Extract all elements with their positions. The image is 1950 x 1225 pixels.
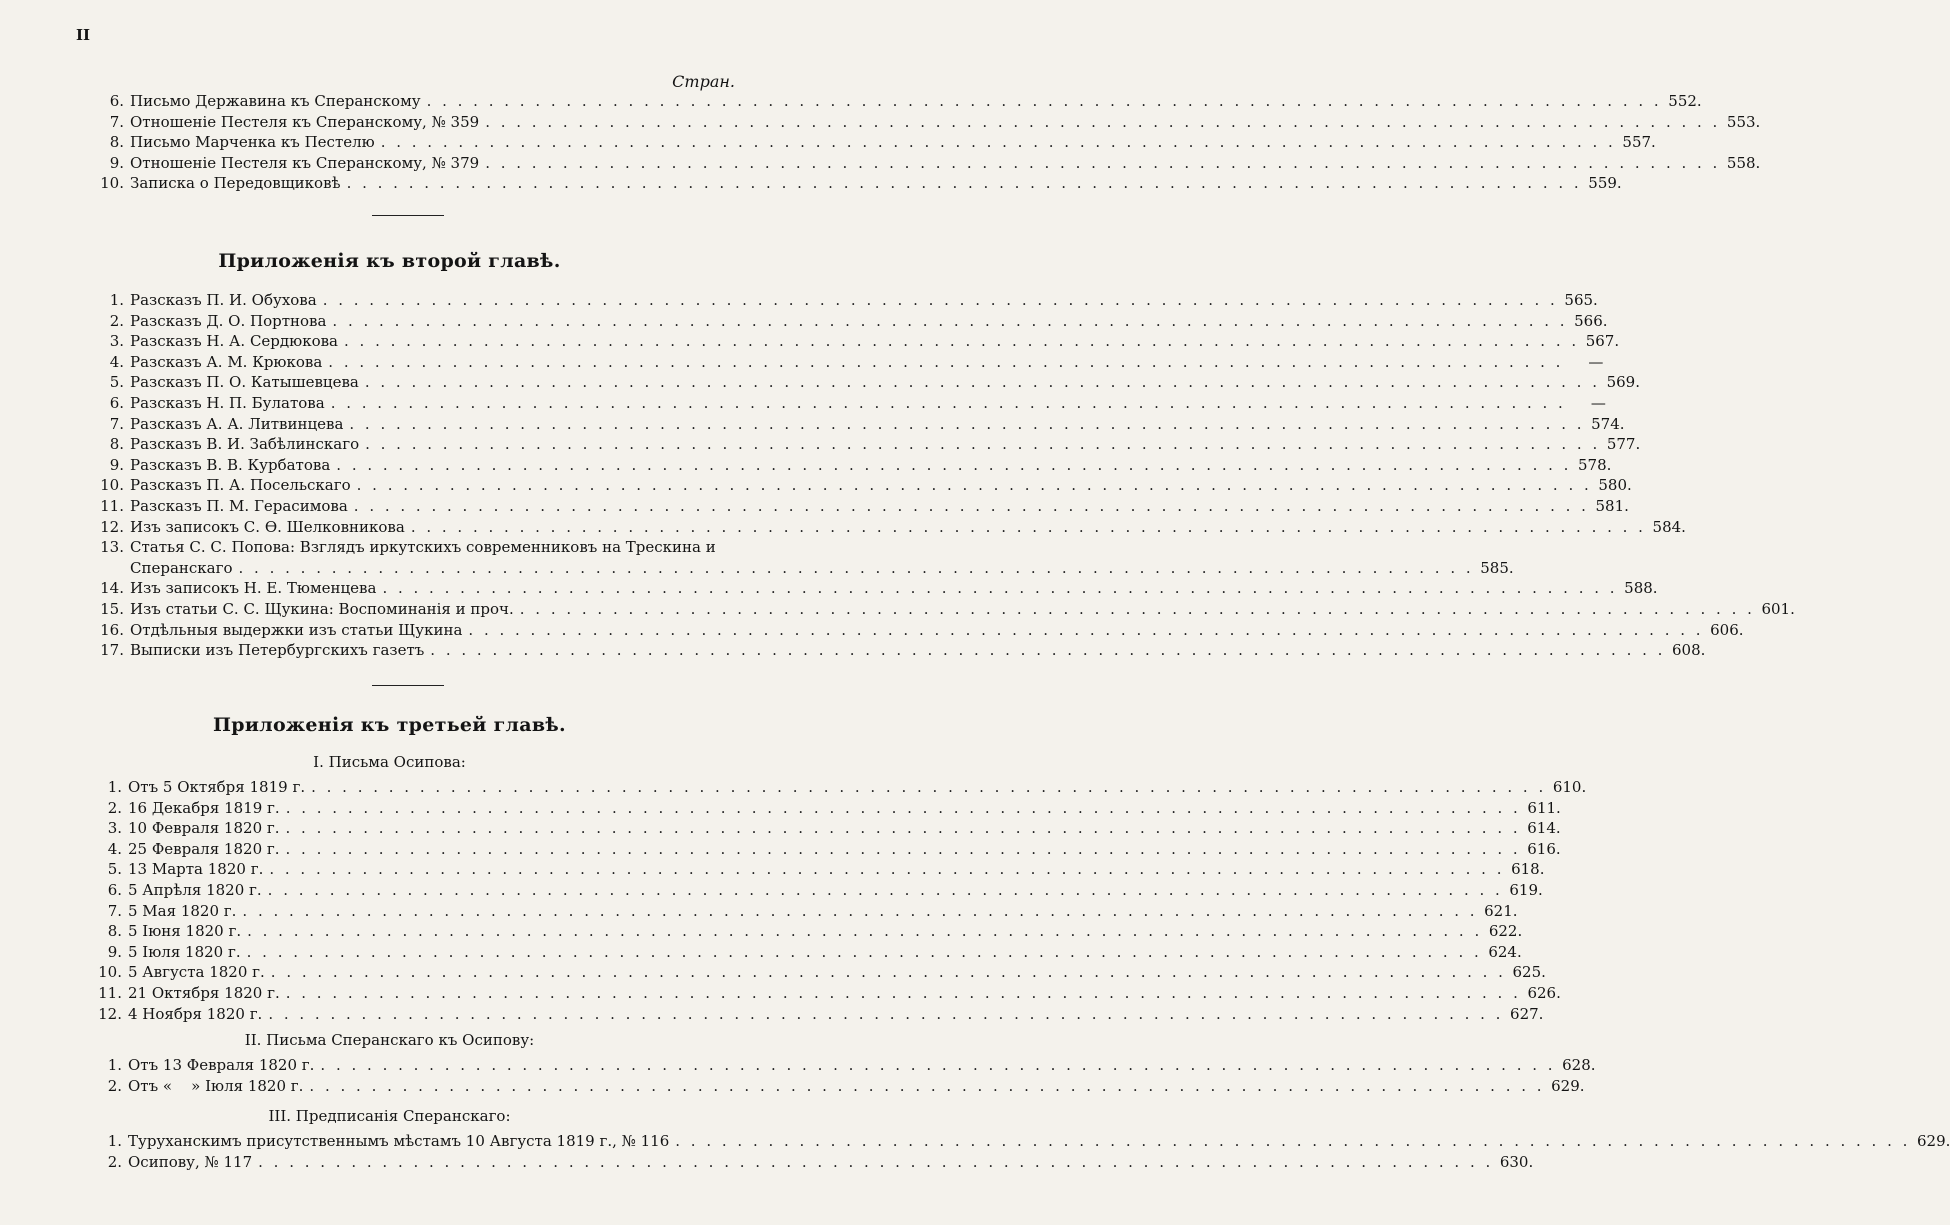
toc-list-osipov-letters bbox=[98, 777, 1587, 1024]
leader-dots: . . . . . . . . . . . . . . . . . . . . . . . . . . . . . . . . . . . . . . . . . . . . . . . . . . . . . . . . . . . . . . . . . . . . . . . . . . . . . . . . bbox=[336, 455, 1572, 474]
section-divider bbox=[372, 685, 444, 686]
toc-entry: 11. 21 Октября 1820 г. . . . . . . . . . . . . . . . . . . . . . . . . . . . . . . . . . . . . . . . . . . . . . . . . . . . . . . . . . . . . . . . . . . . . . . . . . . . . . . . . 626. bbox=[98, 983, 1561, 1002]
toc-entry: 9. 5 Іюля 1820 г. . . . . . . . . . . . . . . . . . . . . . . . . . . . . . . . . . . . . . . . . . . . . . . . . . . . . . . . . . . . . . . . . . . . . . . . . . . . . . . . . 624. bbox=[107, 942, 1522, 961]
toc-entry: 7. 5 Мая 1820 г. . . . . . . . . . . . . . . . . . . . . . . . . . . . . . . . . . . . . . . . . . . . . . . . . . . . . . . . . . . . . . . . . . . . . . . . . . . . . . . . . 621. bbox=[107, 901, 1518, 920]
toc-entry: 4. 25 Февраля 1820 г. . . . . . . . . . . . . . . . . . . . . . . . . . . . . . . . . . . . . . . . . . . . . . . . . . . . . . . . . . . . . . . . . . . . . . . . . . . . . . . . . 616. bbox=[107, 839, 1561, 858]
toc-entry: 9. Отношеніе Пестеля къ Сперанскому, № 379 . . . . . . . . . . . . . . . . . . . . . . . . . . . . . . . . . . . . . . . . . . . . . . . . . . . . . . . . . . . . . . . . . . . . . . . . . . . . . . . . 558. bbox=[109, 153, 1761, 172]
toc-entry: 8. Письмо Марченка къ Пестелю . . . . . . . . . . . . . . . . . . . . . . . . . . . . . . . . . . . . . . . . . . . . . . . . . . . . . . . . . . . . . . . . . . . . . . . . . . . . . . . . 557. bbox=[109, 133, 1656, 152]
leader-dots: . . . . . . . . . . . . . . . . . . . . . . . . . . . . . . . . . . . . . . . . . . . . . . . . . . . . . . . . . . . . . . . . . . . . . . . . . . . . . . . . bbox=[519, 599, 1755, 618]
toc-list-speransky-letters bbox=[98, 1055, 1596, 1096]
leader-dots: . . . . . . . . . . . . . . . . . . . . . . . . . . . . . . . . . . . . . . . . . . . . . . . . . . . . . . . . . . . . . . . . . . . . . . . . . . . . . . . . bbox=[485, 153, 1721, 172]
leader-dots: . . . . . . . . . . . . . . . . . . . . . . . . . . . . . . . . . . . . . . . . . . . . . . . . . . . . . . . . . . . . . . . . . . . . . . . . . . . . . . . . bbox=[269, 860, 1505, 879]
toc-entry: 14. Изъ записокъ Н. Е. Тюменцева . . . . . . . . . . . . . . . . . . . . . . . . . . . . . . . . . . . . . . . . . . . . . . . . . . . . . . . . . . . . . . . . . . . . . . . . . . . . . . . . 588. bbox=[100, 579, 1658, 598]
toc-entry: 2. 16 Декабря 1819 г. . . . . . . . . . . . . . . . . . . . . . . . . . . . . . . . . . . . . . . . . . . . . . . . . . . . . . . . . . . . . . . . . . . . . . . . . . . . . . . . . 611. bbox=[107, 798, 1561, 817]
leader-dots: . . . . . . . . . . . . . . . . . . . . . . . . . . . . . . . . . . . . . . . . . . . . . . . . . . . . . . . . . . . . . . . . . . . . . . . . . . . . . . . . bbox=[430, 641, 1666, 660]
leader-dots: . . . . . . . . . . . . . . . . . . . . . . . . . . . . . . . . . . . . . . . . . . . . . . . . . . . . . . . . . . . . . . . . . . . . . . . . . . . . . . . . bbox=[349, 414, 1585, 433]
toc-entry: 10. 5 Августа 1820 г. . . . . . . . . . . . . . . . . . . . . . . . . . . . . . . . . . . . . . . . . . . . . . . . . . . . . . . . . . . . . . . . . . . . . . . . . . . . . . . . . 625. bbox=[98, 963, 1546, 982]
toc-entry: 6. Разсказъ Н. П. Булатова . . . . . . . . . . . . . . . . . . . . . . . . . . . . . . . . . . . . . . . . . . . . . . . . . . . . . . . . . . . . . . . . . . . . . . . . . . . . . . . . — bbox=[109, 393, 1606, 412]
toc-entry: 8. Разсказъ В. И. Забѣлинскаго . . . . . . . . . . . . . . . . . . . . . . . . . . . . . . . . . . . . . . . . . . . . . . . . . . . . . . . . . . . . . . . . . . . . . . . . . . . . . . . . 577. bbox=[109, 435, 1641, 454]
toc-entry-multiline: 13. Статья С. С. Попова: Взглядъ иркутскихъ современниковъ на Трескина и bbox=[100, 538, 716, 557]
leader-dots: . . . . . . . . . . . . . . . . . . . . . . . . . . . . . . . . . . . . . . . . . . . . . . . . . . . . . . . . . . . . . . . . . . . . . . . . . . . . . . . . bbox=[426, 92, 1662, 110]
leader-dots: . . . . . . . . . . . . . . . . . . . . . . . . . . . . . . . . . . . . . . . . . . . . . . . . . . . . . . . . . . . . . . . . . . . . . . . . . . . . . . . . bbox=[238, 558, 1474, 577]
leader-dots: . . . . . . . . . . . . . . . . . . . . . . . . . . . . . . . . . . . . . . . . . . . . . . . . . . . . . . . . . . . . . . . . . . . . . . . . . . . . . . . . bbox=[242, 901, 1478, 920]
toc-list-continued bbox=[100, 91, 1761, 194]
leader-dots: . . . . . . . . . . . . . . . . . . . . . . . . . . . . . . . . . . . . . . . . . . . . . . . . . . . . . . . . . . . . . . . . . . . . . . . . . . . . . . . . bbox=[410, 517, 1646, 536]
toc-entry: 1. Туруханскимъ присутственнымъ мѣстамъ 10 Августа 1819 г., № 116 . . . . . . . . . . . . . . . . . . . . . . . . . . . . . . . . . . . . . . . . . . . . . . . . . . . . . . . . . . . . . . . . . . . . . . . . . . . . . . . . 629. bbox=[107, 1132, 1950, 1150]
toc-list-chapter-2 bbox=[100, 290, 1795, 661]
section-heading-chapter-2: Приложенія къ второй главѣ. bbox=[218, 250, 561, 272]
leader-dots: . . . . . . . . . . . . . . . . . . . . . . . . . . . . . . . . . . . . . . . . . . . . . . . . . . . . . . . . . . . . . . . . . . . . . . . . . . . . . . . . bbox=[311, 778, 1547, 796]
leader-dots: . . . . . . . . . . . . . . . . . . . . . . . . . . . . . . . . . . . . . . . . . . . . . . . . . . . . . . . . . . . . . . . . . . . . . . . . . . . . . . . . bbox=[246, 942, 1482, 961]
toc-entry: 2. Разсказъ Д. О. Портнова . . . . . . . . . . . . . . . . . . . . . . . . . . . . . . . . . . . . . . . . . . . . . . . . . . . . . . . . . . . . . . . . . . . . . . . . . . . . . . . . 566. bbox=[109, 311, 1608, 330]
leader-dots: . . . . . . . . . . . . . . . . . . . . . . . . . . . . . . . . . . . . . . . . . . . . . . . . . . . . . . . . . . . . . . . . . . . . . . . . . . . . . . . . bbox=[322, 291, 1558, 309]
toc-entry: 3. 10 Февраля 1820 г. . . . . . . . . . . . . . . . . . . . . . . . . . . . . . . . . . . . . . . . . . . . . . . . . . . . . . . . . . . . . . . . . . . . . . . . . . . . . . . . . 614. bbox=[107, 819, 1561, 838]
leader-dots: . . . . . . . . . . . . . . . . . . . . . . . . . . . . . . . . . . . . . . . . . . . . . . . . . . . . . . . . . . . . . . . . . . . . . . . . . . . . . . . . bbox=[247, 922, 1483, 941]
leader-dots: . . . . . . . . . . . . . . . . . . . . . . . . . . . . . . . . . . . . . . . . . . . . . . . . . . . . . . . . . . . . . . . . . . . . . . . . . . . . . . . . bbox=[285, 798, 1521, 817]
leader-dots: . . . . . . . . . . . . . . . . . . . . . . . . . . . . . . . . . . . . . . . . . . . . . . . . . . . . . . . . . . . . . . . . . . . . . . . . . . . . . . . . bbox=[320, 1056, 1556, 1074]
leader-dots: . . . . . . . . . . . . . . . . . . . . . . . . . . . . . . . . . . . . . . . . . . . . . . . . . . . . . . . . . . . . . . . . . . . . . . . . . . . . . . . . bbox=[267, 880, 1503, 899]
leader-dots: . . . . . . . . . . . . . . . . . . . . . . . . . . . . . . . . . . . . . . . . . . . . . . . . . . . . . . . . . . . . . . . . . . . . . . . . . . . . . . . . bbox=[330, 393, 1566, 412]
leader-dots: . . . . . . . . . . . . . . . . . . . . . . . . . . . . . . . . . . . . . . . . . . . . . . . . . . . . . . . . . . . . . . . . . . . . . . . . . . . . . . . . bbox=[380, 133, 1616, 152]
leader-dots: . . . . . . . . . . . . . . . . . . . . . . . . . . . . . . . . . . . . . . . . . . . . . . . . . . . . . . . . . . . . . . . . . . . . . . . . . . . . . . . . bbox=[382, 579, 1618, 598]
leader-dots: . . . . . . . . . . . . . . . . . . . . . . . . . . . . . . . . . . . . . . . . . . . . . . . . . . . . . . . . . . . . . . . . . . . . . . . . . . . . . . . . bbox=[285, 983, 1521, 1002]
leader-dots: . . . . . . . . . . . . . . . . . . . . . . . . . . . . . . . . . . . . . . . . . . . . . . . . . . . . . . . . . . . . . . . . . . . . . . . . . . . . . . . . bbox=[285, 839, 1521, 858]
toc-entry: 9. Разсказъ В. В. Курбатова . . . . . . . . . . . . . . . . . . . . . . . . . . . . . . . . . . . . . . . . . . . . . . . . . . . . . . . . . . . . . . . . . . . . . . . . . . . . . . . . 578. bbox=[109, 455, 1612, 474]
subsection-heading-speransky-letters: II. Письма Сперанскаго къ Осипову: bbox=[244, 1031, 535, 1049]
leader-dots: . . . . . . . . . . . . . . . . . . . . . . . . . . . . . . . . . . . . . . . . . . . . . . . . . . . . . . . . . . . . . . . . . . . . . . . . . . . . . . . . bbox=[309, 1076, 1545, 1095]
toc-entry: 16. Отдѣльныя выдержки изъ статьи Щукина . . . . . . . . . . . . . . . . . . . . . . . . . . . . . . . . . . . . . . . . . . . . . . . . . . . . . . . . . . . . . . . . . . . . . . . . . . . . . . . . 606. bbox=[100, 620, 1744, 639]
toc-entry: 17. Выписки изъ Петербургскихъ газетъ . . . . . . . . . . . . . . . . . . . . . . . . . . . . . . . . . . . . . . . . . . . . . . . . . . . . . . . . . . . . . . . . . . . . . . . . . . . . . . . . 608. bbox=[100, 641, 1706, 660]
leader-dots: . . . . . . . . . . . . . . . . . . . . . . . . . . . . . . . . . . . . . . . . . . . . . . . . . . . . . . . . . . . . . . . . . . . . . . . . . . . . . . . . bbox=[675, 1132, 1911, 1150]
section-divider bbox=[372, 215, 444, 216]
toc-entry: 1. Отъ 5 Октября 1819 г. . . . . . . . . . . . . . . . . . . . . . . . . . . . . . . . . . . . . . . . . . . . . . . . . . . . . . . . . . . . . . . . . . . . . . . . . . . . . . . . . 610. bbox=[107, 778, 1587, 796]
toc-entry: 6. Письмо Державина къ Сперанскому . . . . . . . . . . . . . . . . . . . . . . . . . . . . . . . . . . . . . . . . . . . . . . . . . . . . . . . . . . . . . . . . . . . . . . . . . . . . . . . . 552. bbox=[109, 92, 1702, 110]
toc-entry: 11. Разсказъ П. М. Герасимова . . . . . . . . . . . . . . . . . . . . . . . . . . . . . . . . . . . . . . . . . . . . . . . . . . . . . . . . . . . . . . . . . . . . . . . . . . . . . . . . 581. bbox=[100, 496, 1629, 515]
toc-entry: 15. Изъ статьи С. С. Щукина: Воспоминанія и проч. . . . . . . . . . . . . . . . . . . . . . . . . . . . . . . . . . . . . . . . . . . . . . . . . . . . . . . . . . . . . . . . . . . . . . . . . . . . . . . . . 601. bbox=[100, 599, 1795, 618]
toc-entry: 12. 4 Ноября 1820 г. . . . . . . . . . . . . . . . . . . . . . . . . . . . . . . . . . . . . . . . . . . . . . . . . . . . . . . . . . . . . . . . . . . . . . . . . . . . . . . . . 627. bbox=[98, 1004, 1544, 1023]
toc-entry: 10. Разсказъ П. А. Посельскаго . . . . . . . . . . . . . . . . . . . . . . . . . . . . . . . . . . . . . . . . . . . . . . . . . . . . . . . . . . . . . . . . . . . . . . . . . . . . . . . . 580. bbox=[100, 476, 1632, 495]
toc-list-speransky-orders bbox=[98, 1131, 1950, 1172]
toc-entry: 5. 13 Марта 1820 г. . . . . . . . . . . . . . . . . . . . . . . . . . . . . . . . . . . . . . . . . . . . . . . . . . . . . . . . . . . . . . . . . . . . . . . . . . . . . . . . . 618. bbox=[107, 860, 1545, 879]
toc-entry: 4. Разсказъ А. М. Крюкова . . . . . . . . . . . . . . . . . . . . . . . . . . . . . . . . . . . . . . . . . . . . . . . . . . . . . . . . . . . . . . . . . . . . . . . . . . . . . . . . — bbox=[109, 352, 1604, 371]
leader-dots: . . . . . . . . . . . . . . . . . . . . . . . . . . . . . . . . . . . . . . . . . . . . . . . . . . . . . . . . . . . . . . . . . . . . . . . . . . . . . . . . bbox=[353, 496, 1589, 515]
leader-dots: . . . . . . . . . . . . . . . . . . . . . . . . . . . . . . . . . . . . . . . . . . . . . . . . . . . . . . . . . . . . . . . . . . . . . . . . . . . . . . . . bbox=[344, 332, 1580, 351]
leader-dots: . . . . . . . . . . . . . . . . . . . . . . . . . . . . . . . . . . . . . . . . . . . . . . . . . . . . . . . . . . . . . . . . . . . . . . . . . . . . . . . . bbox=[346, 174, 1582, 193]
subsection-heading-speransky-orders: III. Предписанія Сперанскаго: bbox=[268, 1107, 511, 1125]
leader-dots: . . . . . . . . . . . . . . . . . . . . . . . . . . . . . . . . . . . . . . . . . . . . . . . . . . . . . . . . . . . . . . . . . . . . . . . . . . . . . . . . bbox=[468, 620, 1704, 639]
toc-entry: 2. Отъ « » Іюля 1820 г. . . . . . . . . . . . . . . . . . . . . . . . . . . . . . . . . . . . . . . . . . . . . . . . . . . . . . . . . . . . . . . . . . . . . . . . . . . . . . . . . 629. bbox=[107, 1076, 1585, 1095]
leader-dots: . . . . . . . . . . . . . . . . . . . . . . . . . . . . . . . . . . . . . . . . . . . . . . . . . . . . . . . . . . . . . . . . . . . . . . . . . . . . . . . . bbox=[258, 1152, 1494, 1171]
leader-dots: . . . . . . . . . . . . . . . . . . . . . . . . . . . . . . . . . . . . . . . . . . . . . . . . . . . . . . . . . . . . . . . . . . . . . . . . . . . . . . . . bbox=[364, 373, 1600, 392]
subsection-heading-osipov-letters: I. Письма Осипова: bbox=[313, 753, 466, 771]
toc-entry: 12. Изъ записокъ С. Ө. Шелковникова . . . . . . . . . . . . . . . . . . . . . . . . . . . . . . . . . . . . . . . . . . . . . . . . . . . . . . . . . . . . . . . . . . . . . . . . . . . . . . . . 584. bbox=[100, 517, 1686, 536]
toc-entry: 7. Разсказъ А. А. Литвинцева . . . . . . . . . . . . . . . . . . . . . . . . . . . . . . . . . . . . . . . . . . . . . . . . . . . . . . . . . . . . . . . . . . . . . . . . . . . . . . . . 574. bbox=[109, 414, 1625, 433]
section-heading-chapter-3: Приложенія къ третьей главѣ. bbox=[213, 714, 566, 736]
toc-entry: 3. Разсказъ Н. А. Сердюкова . . . . . . . . . . . . . . . . . . . . . . . . . . . . . . . . . . . . . . . . . . . . . . . . . . . . . . . . . . . . . . . . . . . . . . . . . . . . . . . . 567. bbox=[109, 332, 1620, 351]
toc-entry: 10. Записка о Передовщиковѣ . . . . . . . . . . . . . . . . . . . . . . . . . . . . . . . . . . . . . . . . . . . . . . . . . . . . . . . . . . . . . . . . . . . . . . . . . . . . . . . . 559. bbox=[100, 174, 1622, 193]
toc-entry: 5. Разсказъ П. О. Катышевцева . . . . . . . . . . . . . . . . . . . . . . . . . . . . . . . . . . . . . . . . . . . . . . . . . . . . . . . . . . . . . . . . . . . . . . . . . . . . . . . . 569. bbox=[109, 373, 1640, 392]
leader-dots: . . . . . . . . . . . . . . . . . . . . . . . . . . . . . . . . . . . . . . . . . . . . . . . . . . . . . . . . . . . . . . . . . . . . . . . . . . . . . . . . bbox=[365, 435, 1601, 454]
leader-dots: . . . . . . . . . . . . . . . . . . . . . . . . . . . . . . . . . . . . . . . . . . . . . . . . . . . . . . . . . . . . . . . . . . . . . . . . . . . . . . . . bbox=[270, 963, 1506, 982]
toc-entry-continuation: Сперанскаго . . . . . . . . . . . . . . . . . . . . . . . . . . . . . . . . . . . . . . . . . . . . . . . . . . . . . . . . . . . . . . . . . . . . . . . . . . . . . . . . 585. bbox=[130, 558, 1514, 577]
leader-dots: . . . . . . . . . . . . . . . . . . . . . . . . . . . . . . . . . . . . . . . . . . . . . . . . . . . . . . . . . . . . . . . . . . . . . . . . . . . . . . . . bbox=[332, 311, 1568, 330]
leader-dots: . . . . . . . . . . . . . . . . . . . . . . . . . . . . . . . . . . . . . . . . . . . . . . . . . . . . . . . . . . . . . . . . . . . . . . . . . . . . . . . . bbox=[285, 819, 1521, 838]
leader-dots: . . . . . . . . . . . . . . . . . . . . . . . . . . . . . . . . . . . . . . . . . . . . . . . . . . . . . . . . . . . . . . . . . . . . . . . . . . . . . . . . bbox=[328, 352, 1564, 371]
leader-dots: . . . . . . . . . . . . . . . . . . . . . . . . . . . . . . . . . . . . . . . . . . . . . . . . . . . . . . . . . . . . . . . . . . . . . . . . . . . . . . . . bbox=[356, 476, 1592, 495]
leader-dots: . . . . . . . . . . . . . . . . . . . . . . . . . . . . . . . . . . . . . . . . . . . . . . . . . . . . . . . . . . . . . . . . . . . . . . . . . . . . . . . . bbox=[268, 1004, 1504, 1023]
toc-entry: 8. 5 Іюня 1820 г. . . . . . . . . . . . . . . . . . . . . . . . . . . . . . . . . . . . . . . . . . . . . . . . . . . . . . . . . . . . . . . . . . . . . . . . . . . . . . . . . 622. bbox=[107, 922, 1523, 941]
leader-dots: . . . . . . . . . . . . . . . . . . . . . . . . . . . . . . . . . . . . . . . . . . . . . . . . . . . . . . . . . . . . . . . . . . . . . . . . . . . . . . . . bbox=[485, 112, 1721, 131]
toc-entry: 1. Разсказъ П. И. Обухова . . . . . . . . . . . . . . . . . . . . . . . . . . . . . . . . . . . . . . . . . . . . . . . . . . . . . . . . . . . . . . . . . . . . . . . . . . . . . . . . 565. bbox=[109, 291, 1598, 309]
toc-entry: 1. Отъ 13 Февраля 1820 г. . . . . . . . . . . . . . . . . . . . . . . . . . . . . . . . . . . . . . . . . . . . . . . . . . . . . . . . . . . . . . . . . . . . . . . . . . . . . . . . . 628. bbox=[107, 1056, 1596, 1074]
toc-entry: 6. 5 Апрѣля 1820 г. . . . . . . . . . . . . . . . . . . . . . . . . . . . . . . . . . . . . . . . . . . . . . . . . . . . . . . . . . . . . . . . . . . . . . . . . . . . . . . . . 619. bbox=[107, 880, 1543, 899]
toc-entry: 7. Отношеніе Пестеля къ Сперанскому, № 359 . . . . . . . . . . . . . . . . . . . . . . . . . . . . . . . . . . . . . . . . . . . . . . . . . . . . . . . . . . . . . . . . . . . . . . . . . . . . . . . . 553. bbox=[109, 112, 1761, 131]
page-column-header: Стран. bbox=[672, 72, 735, 91]
page-number: II bbox=[76, 26, 91, 44]
toc-entry: 2. Осипову, № 117 . . . . . . . . . . . . . . . . . . . . . . . . . . . . . . . . . . . . . . . . . . . . . . . . . . . . . . . . . . . . . . . . . . . . . . . . . . . . . . . . 630. bbox=[107, 1152, 1534, 1171]
